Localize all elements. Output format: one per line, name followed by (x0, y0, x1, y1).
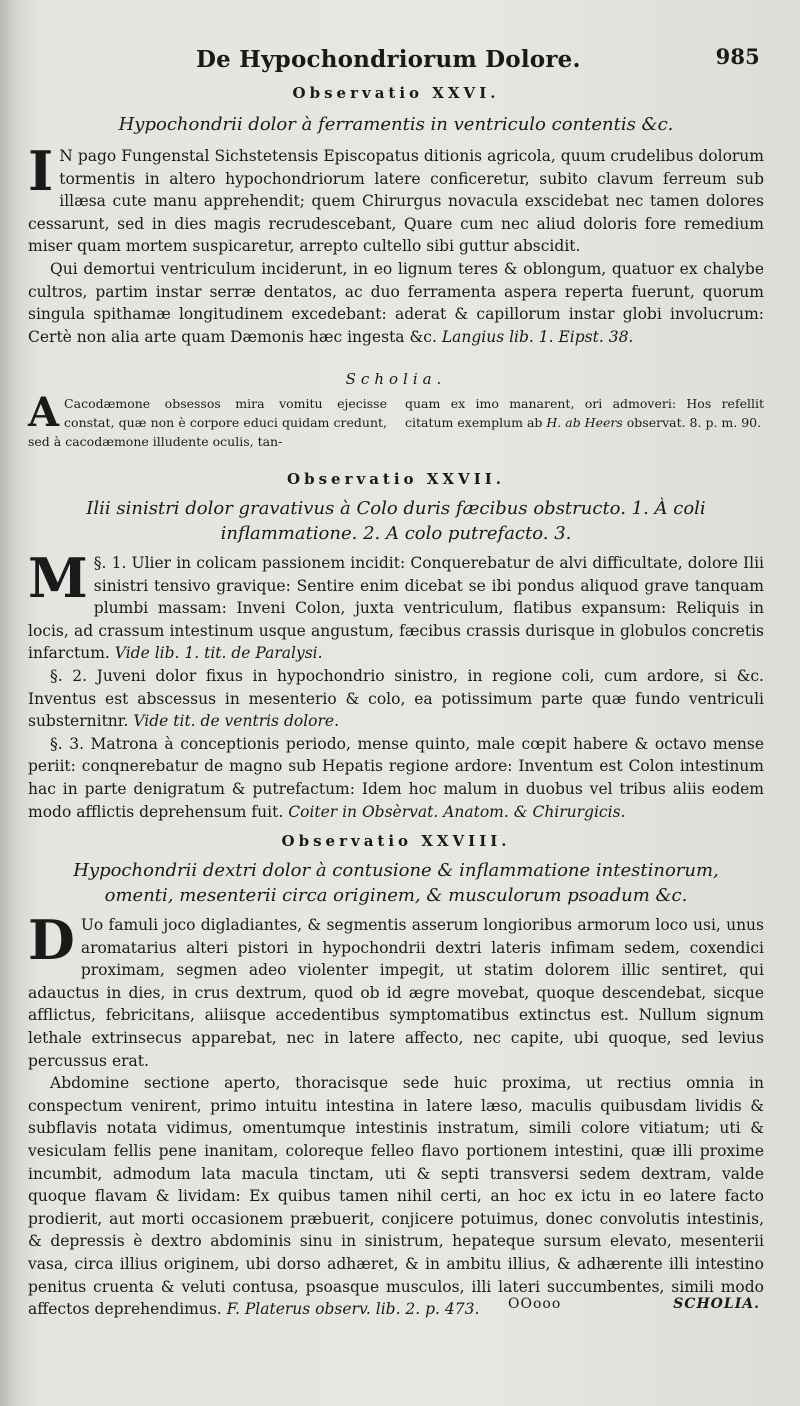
drop-cap: A (28, 389, 60, 436)
citation: H. ab Heers (546, 415, 623, 430)
observatio-subtitle (28, 858, 764, 908)
column-text: Cacodæmone obsessos mira vomitu ejecisse constat, quæ non è corpore educi quidam credunt, sed à cacodæmone illudente oculis, tan- (28, 396, 387, 449)
citation: F. Platerus observ. lib. 2. p. 473. (226, 1300, 480, 1319)
paragraph-text: Qui demortui ventriculum inciderunt, in eo lignum teres & oblongum, quatuor ex chalybe cultros, partim instar serræ dentatos, ac duo ferramenta aspera reperta fuerunt, quorum singula spithamæ longitudinem excedebant: aderat & capillorum instar globi involucrum: Certè non alia arte quam Dæmonis hæc ingesta &c. (28, 259, 764, 346)
paragraph (28, 258, 764, 348)
observatio-title: Observatio XXVII. (287, 470, 505, 488)
scholia-columns (28, 389, 764, 451)
paragraph-text: §. 2. Juveni dolor fixus in hypochondrio sinistro, in regione coli, cum ardore, si &c. Inventus est abscessus in mesenterio & colo, ea potissimum parte quæ fundo ventriculi substernitnr. (28, 666, 764, 731)
observatio-body (28, 908, 764, 1321)
subtitle-line: omenti, mesenterii circa originem, & musculorum psoadum &c. (104, 885, 688, 906)
citation: Vide tit. de ventris dolore. (133, 712, 339, 731)
subtitle-line: Ilii sinistri dolor gravativus à Colo duris fæcibus obstructo. 1. À coli (86, 498, 706, 519)
running-head (196, 46, 760, 73)
drop-cap: M (28, 546, 88, 610)
running-title: De Hypochondriorum Dolore. (196, 46, 581, 73)
paragraph (28, 139, 764, 258)
column-text: quam ex imo manarent, ori admoveri: Hos refellit citatum exemplum ab (405, 396, 764, 430)
page-number: 985 (715, 44, 760, 69)
paragraph-text: Abdomine sectione aperto, thoracisque sede huic proxima, ut rectius omnia in conspectum venirent, primo intuitu intestina in latere læso, maculis quibusdam lividis & subflavis notata vidimus, omentumque intestinis instratum, simili colore vitiatum; uti & vesiculam fellis pene inanitam, coloreque felleo flavo portionem intestini, quæ illi proxime incumbit, admodum lata macula tinctam, uti & septi transversi sedem dextram, valde quoque flavam & lividam: Ex quibus tamen nihil certi, an hoc ex ictu in eo latere facto prodierit, aut morti occasionem præbuerit, conjicere potuimus, donec convolutis intestinis, & depressis è dextro abdominis sinu in sinistrum, hepateque sursum elevato, mesenterii vasa, circa illius originem, ubi dorso adhæret, & in ambitu illius, & adhærente illi intestino penitus cruenta & veluti contusa, psoasque musculos, illi lateri succumbentes, simili modo affectos deprehendimus. (28, 1074, 764, 1319)
section-3 (28, 733, 764, 823)
scholia-heading: Scholia. (345, 370, 447, 388)
observatio-subtitle: Hypochondrii dolor à ferramentis in ventriculo contentis &c. (118, 114, 674, 135)
paragraph-text: §. 3. Matrona à conceptionis periodo, mense quinto, male cœpit habere & octavo mense periit: conqnerebatur de magno sub Hepatis regione ardore: Inventum est Colon intestinum hac in parte denigratum & putrefactum: Idem hoc malum in duobus vel tribus aliis eodem modo afflictis deprehensum fuit. (28, 734, 764, 821)
paragraph-text: N pago Fungenstal Sichstetensis Episcopatus ditionis agricola, quum crudelibus dolorum tormentis in altero hypochondriorum latere conficeretur, subito clavum ferreum sub illæsa cute manu apprehendit; quem Chirurgus novacula exscidebat nec tamen dolores cessarunt, sed in dies magis recrudescebant, Quare cum nec aliud doloris fore remedium miser quam mortem suspicaretur, arrepto cultello sibi guttur abscidit. (28, 147, 764, 256)
drop-cap: D (28, 908, 75, 972)
observatio-title: Observatio XXVI. (292, 84, 500, 102)
observatio-28 (28, 832, 764, 1321)
citation: Langius lib. 1. Eipst. 38. (441, 327, 634, 346)
observatio-title: Observatio XXVIII. (281, 832, 511, 850)
observatio-body (28, 546, 765, 823)
subtitle-line: inflammatione. 2. A colo putrefacto. 3. (220, 523, 572, 544)
citation: Vide lib. 1. tit. de Paralysi. (114, 644, 323, 663)
citation: Coiter in Obsèrvat. Anatom. & Chirurgicis. (288, 802, 626, 821)
paragraph-text: Uo famuli joco digladiantes, & segmentis asserum longioribus armorum loco usi, unus aromatarius alteri pistori in hypochondrii dextri lateris infimam sedem, coxendici proximam, segmen adeo violenter impegit, ut statim dolorem illic sentiret, qui adauctus in dies, in crus dextrum, quod ob id ægre movebat, quoque descendebat, sicque afflictus, febricitans, aliisque accedentibus symptomatibus extinctus est. Nullum signum lethale extrinsecus apparebat, nec in latere affecto, nec capite, ubi quoque, sed levius percussus erat. (28, 916, 764, 1070)
section-2 (28, 665, 764, 733)
section-label: §. 1. (93, 554, 127, 572)
signature-mark: OOooo (508, 1296, 562, 1312)
paragraph-text: Ulier in colicam passionem incidit: Conquerebatur de alvi difficultate, dolore Ilii sinistri tensivo gravique: Sentire enim dicebat se ibi pondus aliquod grave tanquam plumbi massam: Inveni Colon, juxta ventriculum, flatibus expansum: Reliquis in locis, ad crassum intestinum usque angustum, fæcibus crassis durisque in globulos concretis infarctum. (28, 554, 765, 663)
observatio-27 (28, 470, 764, 823)
observatio-body (28, 139, 764, 348)
subtitle-line: Hypochondrii dextri dolor à contusione & inflammatione intestinorum, (73, 860, 719, 881)
scholia-section (28, 370, 764, 451)
scholia-left-column (28, 389, 387, 451)
observatio-26 (28, 84, 764, 348)
column-text: observat. 8. p. m. 90. (626, 415, 762, 430)
observatio-subtitle (28, 496, 764, 546)
scholia-right-column (405, 394, 764, 451)
paragraph (28, 908, 764, 1072)
paragraph (28, 1072, 764, 1321)
drop-cap: I (28, 139, 54, 203)
catchword: SCHOLIA. (673, 1296, 760, 1312)
section-1 (28, 546, 765, 665)
